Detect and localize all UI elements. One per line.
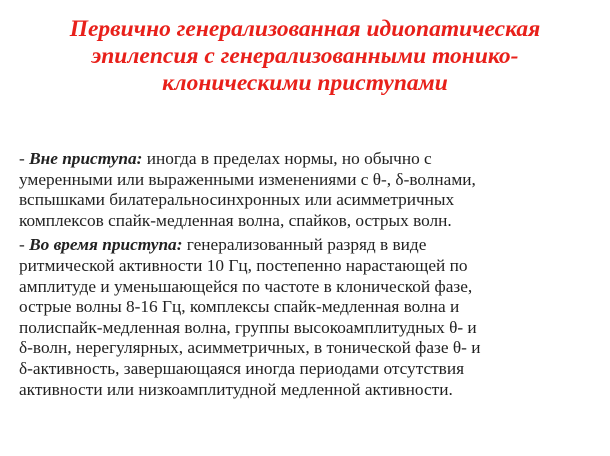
- paragraph-text: генерализованный разряд в виде: [182, 235, 427, 255]
- paragraph-interictal: [19, 149, 604, 231]
- paragraph-line: амплитуде и уменьшающейся по частоте в клонической фазе,: [19, 276, 473, 296]
- title-line: Первично генерализованная идиопатическая: [69, 16, 541, 42]
- title-line: клоническими приступами: [162, 70, 448, 96]
- paragraph-text: иногда в пределах нормы, но обычно с: [142, 149, 432, 168]
- paragraph-first-line: [19, 235, 604, 256]
- paragraph-line: δ-активность, завершающаяся иногда периодами отсутствия: [19, 358, 465, 378]
- bullet-dash: -: [19, 235, 30, 255]
- bullet-dash: -: [19, 149, 30, 168]
- paragraph-line: δ-волн, нерегулярных, асимметричных, в тонической фазе θ- и: [19, 338, 481, 358]
- slide-body: [19, 149, 604, 404]
- paragraph-line: острые волны 8-16 Гц, комплексы спайк-медленная волна и: [19, 297, 460, 317]
- paragraph-label: Вне приступа:: [29, 149, 143, 168]
- paragraph-line: полиспайк-медленная волна, группы высокоамплитудных θ- и: [19, 317, 477, 337]
- paragraph-label: Во время приступа:: [29, 235, 183, 255]
- slide-title: [20, 16, 590, 97]
- paragraph-line: вспышками билатеральносинхронных или асимметричных: [19, 190, 455, 210]
- paragraph-ictal: [19, 235, 604, 400]
- paragraph-line: ритмической активности 10 Гц, постепенно нарастающей по: [19, 255, 468, 275]
- paragraph-first-line: [19, 149, 604, 170]
- title-line: эпилепсия с генерализованными тонико-: [91, 43, 519, 69]
- paragraph-line: умеренными или выраженными изменениями с θ-, δ-волнами,: [19, 169, 476, 189]
- paragraph-line: комплексов спайк-медленная волна, спайков, острых волн.: [19, 210, 452, 230]
- paragraph-line: активности или низкоамплитудной медленной активности.: [19, 379, 453, 399]
